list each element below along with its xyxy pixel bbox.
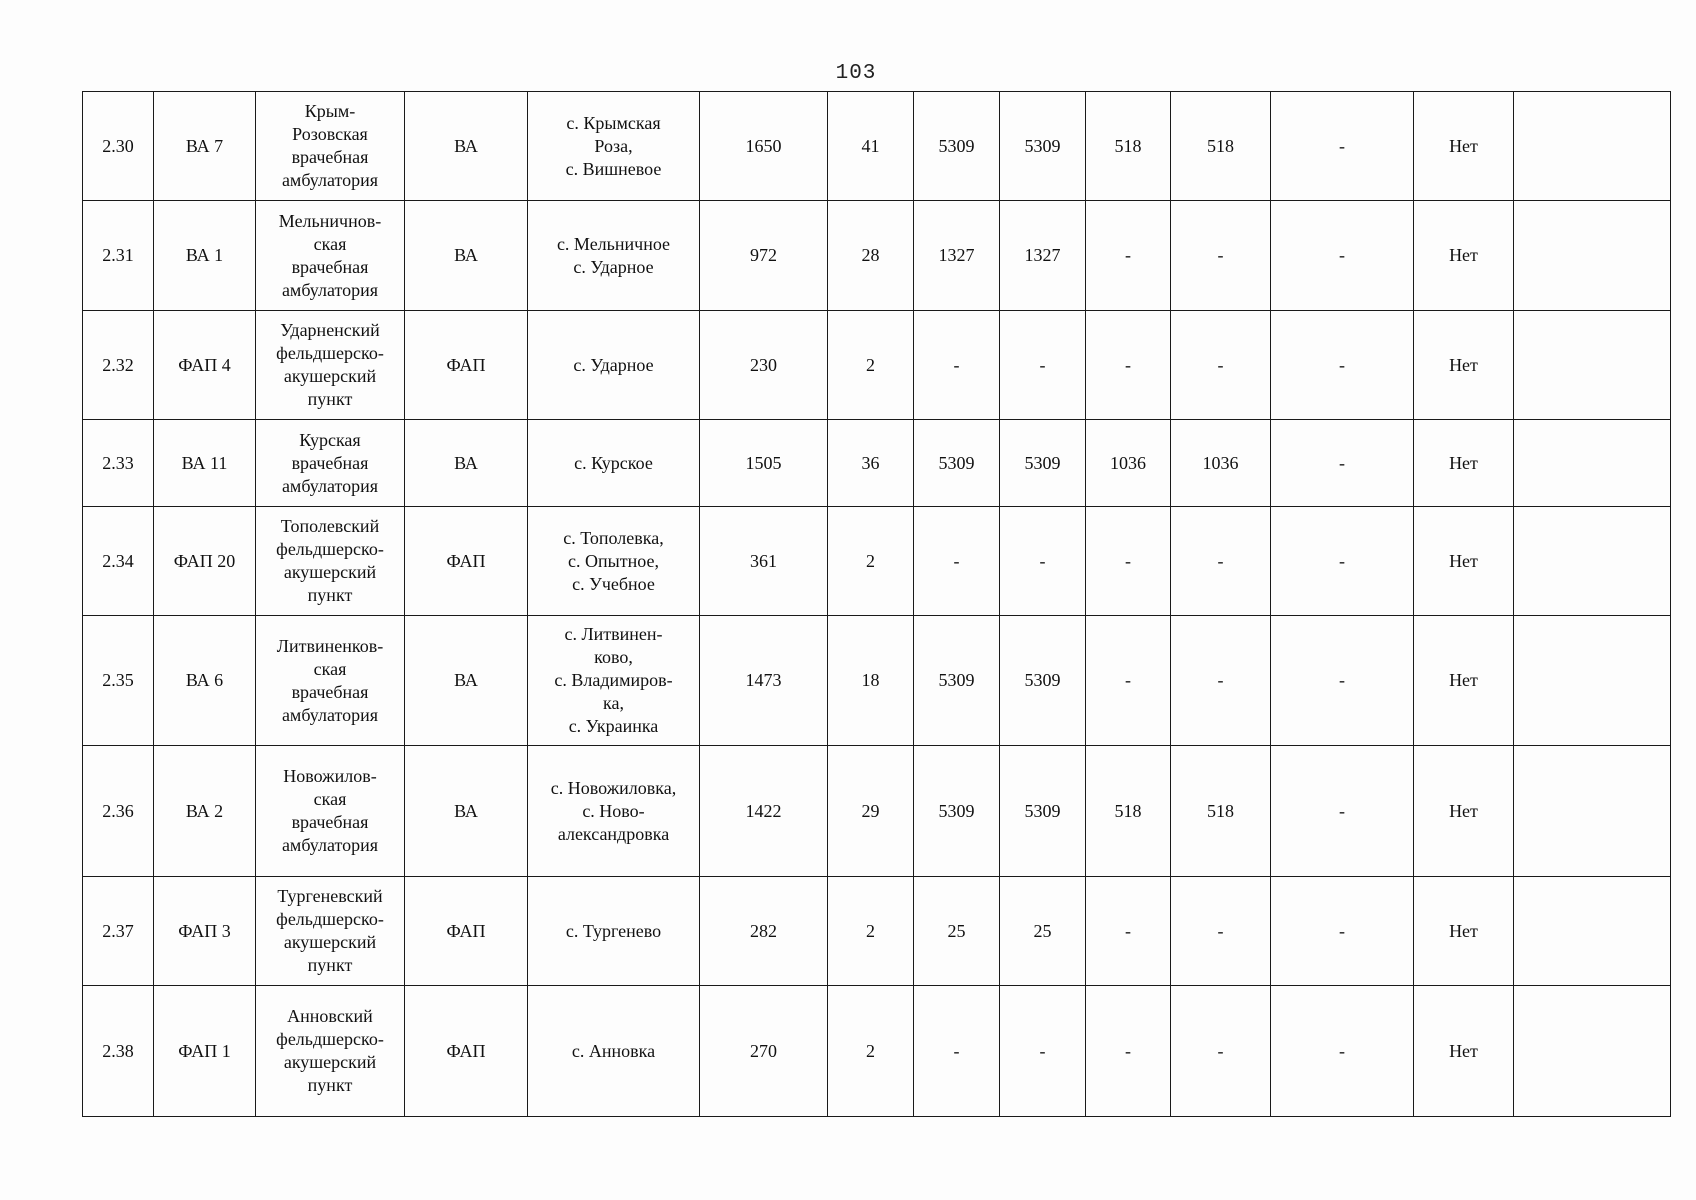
facility-code-cell: ВА 11 — [154, 420, 256, 507]
value-cell-c9: 5309 — [1000, 616, 1086, 746]
table-row — [83, 311, 1671, 420]
facility-name-line: амбулатория — [281, 704, 379, 725]
facility-type-cell: ВА — [405, 746, 528, 877]
settlements-cell — [528, 201, 700, 311]
status-cell: Нет — [1414, 616, 1514, 746]
value-cell-c11: - — [1171, 201, 1271, 311]
value-cell-c10: 518 — [1086, 92, 1171, 201]
population-cell: 1422 — [700, 746, 828, 877]
value-cell-c8: 5309 — [914, 616, 1000, 746]
row-number-cell: 2.34 — [83, 507, 154, 616]
facility-name-line: Крым- — [304, 101, 356, 121]
facility-code-cell: ВА 6 — [154, 616, 256, 746]
value-cell-c12: - — [1271, 746, 1414, 877]
settlement-line: с. Курское — [574, 452, 653, 473]
facility-code-cell: ВА 7 — [154, 92, 256, 201]
facility-name-line: Курская — [299, 429, 361, 450]
value-cell-c11: - — [1171, 877, 1271, 986]
population-cell: 1473 — [700, 616, 828, 746]
facility-name-line: фельдшерско- — [276, 1029, 384, 1049]
facility-name-line: амбулатория — [281, 835, 379, 855]
row-number-cell: 2.31 — [83, 201, 154, 311]
facility-name-cell — [256, 201, 405, 311]
status-cell: Нет — [1414, 746, 1514, 877]
value-cell-c9: 5309 — [1000, 420, 1086, 507]
population-cell: 1650 — [700, 92, 828, 201]
status-cell: Нет — [1414, 877, 1514, 986]
settlement-line: с. Ударное — [573, 256, 654, 277]
value-cell-c7: 2 — [828, 311, 914, 420]
value-cell-c9: 5309 — [1000, 92, 1086, 201]
facility-name-line: ская — [313, 789, 347, 809]
table-row — [83, 507, 1671, 616]
empty-cell — [1514, 507, 1671, 616]
facility-type-cell: ВА — [405, 201, 528, 311]
facility-type-cell: ВА — [405, 616, 528, 746]
facility-name-line: Литвиненков- — [276, 635, 384, 656]
population-cell: 270 — [700, 986, 828, 1117]
empty-cell — [1514, 877, 1671, 986]
settlement-line: с. Анновка — [571, 1040, 656, 1061]
status-cell: Нет — [1414, 986, 1514, 1117]
facility-name-line: акушерский — [283, 932, 377, 952]
table-row — [83, 420, 1671, 507]
settlement-line: с. Владимиров- — [554, 670, 673, 690]
value-cell-c11: - — [1171, 311, 1271, 420]
facility-name-line: пункт — [307, 1075, 353, 1095]
facility-code-cell: ФАП 20 — [154, 507, 256, 616]
facility-name-line: врачебная — [291, 256, 369, 277]
value-cell-c12: - — [1271, 877, 1414, 986]
population-cell: 361 — [700, 507, 828, 616]
value-cell-c8: 25 — [914, 877, 1000, 986]
value-cell-c11: - — [1171, 616, 1271, 746]
value-cell-c10: - — [1086, 507, 1171, 616]
population-cell: 282 — [700, 877, 828, 986]
table-row — [83, 877, 1671, 986]
status-cell: Нет — [1414, 92, 1514, 201]
value-cell-c12: - — [1271, 616, 1414, 746]
facility-name-cell — [256, 616, 405, 746]
facility-name-line: пункт — [307, 389, 353, 409]
value-cell-c10: - — [1086, 877, 1171, 986]
value-cell-c7: 28 — [828, 201, 914, 311]
settlement-line: с. Мельничное — [556, 233, 671, 254]
empty-cell — [1514, 420, 1671, 507]
value-cell-c7: 2 — [828, 877, 914, 986]
facility-name-line: фельдшерско- — [276, 539, 384, 559]
table-row — [83, 92, 1671, 201]
value-cell-c11: 518 — [1171, 92, 1271, 201]
facility-code-cell: ФАП 1 — [154, 986, 256, 1117]
facility-name-line: амбулатория — [281, 475, 379, 496]
settlement-line: с. Опытное, — [568, 550, 659, 571]
facility-name-line: врачебная — [291, 681, 369, 702]
facility-type-cell: ФАП — [405, 507, 528, 616]
value-cell-c8: - — [914, 507, 1000, 616]
row-number-cell: 2.37 — [83, 877, 154, 986]
facility-name-line: акушерский — [283, 366, 377, 386]
value-cell-c9: - — [1000, 311, 1086, 420]
value-cell-c7: 36 — [828, 420, 914, 507]
facility-name-line: врачебная — [291, 147, 369, 167]
value-cell-c12: - — [1271, 92, 1414, 201]
value-cell-c11: - — [1171, 507, 1271, 616]
row-number-cell: 2.30 — [83, 92, 154, 201]
facility-name-line: амбулатория — [281, 170, 379, 190]
value-cell-c11: - — [1171, 986, 1271, 1117]
value-cell-c11: 518 — [1171, 746, 1271, 877]
facility-name-line: ская — [313, 233, 347, 254]
settlements-cell — [528, 877, 700, 986]
facility-code-cell: ВА 1 — [154, 201, 256, 311]
value-cell-c12: - — [1271, 201, 1414, 311]
row-number-cell: 2.38 — [83, 986, 154, 1117]
settlements-cell — [528, 420, 700, 507]
facility-name-line: акушерский — [283, 1052, 377, 1072]
settlement-line: с. Ново- — [582, 800, 645, 821]
facility-name-line: Новожилов- — [283, 766, 377, 786]
settlement-line: с. Крымская — [566, 112, 661, 133]
facility-name-cell — [256, 311, 405, 420]
settlement-line: с. Тургенево — [565, 920, 662, 941]
value-cell-c8: 1327 — [914, 201, 1000, 311]
facility-name-line: Тополевский — [280, 516, 380, 536]
table-row — [83, 201, 1671, 311]
value-cell-c9: - — [1000, 507, 1086, 616]
row-number-cell: 2.33 — [83, 420, 154, 507]
empty-cell — [1514, 746, 1671, 877]
value-cell-c12: - — [1271, 420, 1414, 507]
value-cell-c12: - — [1271, 986, 1414, 1117]
settlement-line: с. Вишневое — [565, 158, 662, 179]
row-number-cell: 2.36 — [83, 746, 154, 877]
value-cell-c12: - — [1271, 311, 1414, 420]
settlement-line: с. Учебное — [572, 573, 655, 594]
facility-name-cell — [256, 986, 405, 1117]
value-cell-c7: 18 — [828, 616, 914, 746]
facility-name-line: Розовская — [292, 124, 368, 144]
facility-name-line: пункт — [307, 955, 353, 975]
settlements-cell — [528, 746, 700, 877]
value-cell-c8: 5309 — [914, 746, 1000, 877]
facility-type-cell: ФАП — [405, 877, 528, 986]
page-number: 103 — [835, 62, 877, 85]
population-cell: 230 — [700, 311, 828, 420]
facility-name-cell — [256, 746, 405, 877]
facility-name-line: амбулатория — [281, 279, 379, 300]
facility-name-line: Мельничнов- — [278, 210, 382, 231]
status-cell: Нет — [1414, 420, 1514, 507]
table-row — [83, 746, 1671, 877]
value-cell-c10: - — [1086, 311, 1171, 420]
facility-code-cell: ВА 2 — [154, 746, 256, 877]
settlements-cell — [528, 92, 700, 201]
settlements-cell — [528, 311, 700, 420]
value-cell-c8: - — [914, 986, 1000, 1117]
settlement-line: ково, — [594, 647, 633, 667]
facility-name-line: врачебная — [291, 452, 369, 473]
value-cell-c8: - — [914, 311, 1000, 420]
table-row — [83, 616, 1671, 746]
settlements-cell — [528, 616, 700, 746]
settlements-cell — [528, 507, 700, 616]
status-cell: Нет — [1414, 311, 1514, 420]
facility-name-line: врачебная — [291, 812, 369, 832]
empty-cell — [1514, 201, 1671, 311]
value-cell-c10: - — [1086, 616, 1171, 746]
facility-type-cell: ВА — [405, 92, 528, 201]
settlement-line: ка, — [603, 693, 624, 713]
value-cell-c9: 25 — [1000, 877, 1086, 986]
facility-name-line: ская — [313, 658, 347, 679]
value-cell-c9: 1327 — [1000, 201, 1086, 311]
status-cell: Нет — [1414, 507, 1514, 616]
value-cell-c10: - — [1086, 986, 1171, 1117]
facility-name-line: фельдшерско- — [276, 909, 384, 929]
settlement-line: с. Ударное — [573, 354, 654, 375]
value-cell-c9: 5309 — [1000, 746, 1086, 877]
facility-name-line: Тургеневский — [277, 886, 383, 906]
facility-name-cell — [256, 420, 405, 507]
status-cell: Нет — [1414, 201, 1514, 311]
value-cell-c8: 5309 — [914, 92, 1000, 201]
value-cell-c7: 41 — [828, 92, 914, 201]
facility-name-line: фельдшерско- — [276, 343, 384, 363]
row-number-cell: 2.35 — [83, 616, 154, 746]
settlement-line: с. Тополевка, — [563, 527, 664, 548]
value-cell-c10: 1036 — [1086, 420, 1171, 507]
facility-code-cell: ФАП 3 — [154, 877, 256, 986]
settlement-line: александровка — [557, 823, 670, 844]
empty-cell — [1514, 92, 1671, 201]
empty-cell — [1514, 986, 1671, 1117]
facilities-table — [82, 91, 1671, 1117]
facility-name-cell — [256, 507, 405, 616]
population-cell: 972 — [700, 201, 828, 311]
facility-type-cell: ФАП — [405, 986, 528, 1117]
settlement-line: с. Украинка — [568, 716, 659, 736]
row-number-cell: 2.32 — [83, 311, 154, 420]
value-cell-c7: 29 — [828, 746, 914, 877]
facility-code-cell: ФАП 4 — [154, 311, 256, 420]
table-body — [83, 92, 1671, 1117]
empty-cell — [1514, 311, 1671, 420]
value-cell-c8: 5309 — [914, 420, 1000, 507]
value-cell-c11: 1036 — [1171, 420, 1271, 507]
settlement-line: Роза, — [594, 135, 633, 156]
facility-name-cell — [256, 92, 405, 201]
value-cell-c10: 518 — [1086, 746, 1171, 877]
table-row — [83, 986, 1671, 1117]
facility-type-cell: ФАП — [405, 311, 528, 420]
facility-name-line: пункт — [307, 585, 353, 605]
facility-name-line: Анновский — [287, 1006, 373, 1026]
settlements-cell — [528, 986, 700, 1117]
facility-name-cell — [256, 877, 405, 986]
population-cell: 1505 — [700, 420, 828, 507]
facility-type-cell: ВА — [405, 420, 528, 507]
facility-name-line: акушерский — [283, 562, 377, 582]
value-cell-c12: - — [1271, 507, 1414, 616]
value-cell-c9: - — [1000, 986, 1086, 1117]
settlement-line: с. Литвинен- — [564, 624, 663, 644]
value-cell-c7: 2 — [828, 507, 914, 616]
facility-name-line: Ударненский — [280, 320, 380, 340]
empty-cell — [1514, 616, 1671, 746]
value-cell-c7: 2 — [828, 986, 914, 1117]
settlement-line: с. Новожиловка, — [550, 777, 677, 798]
value-cell-c10: - — [1086, 201, 1171, 311]
